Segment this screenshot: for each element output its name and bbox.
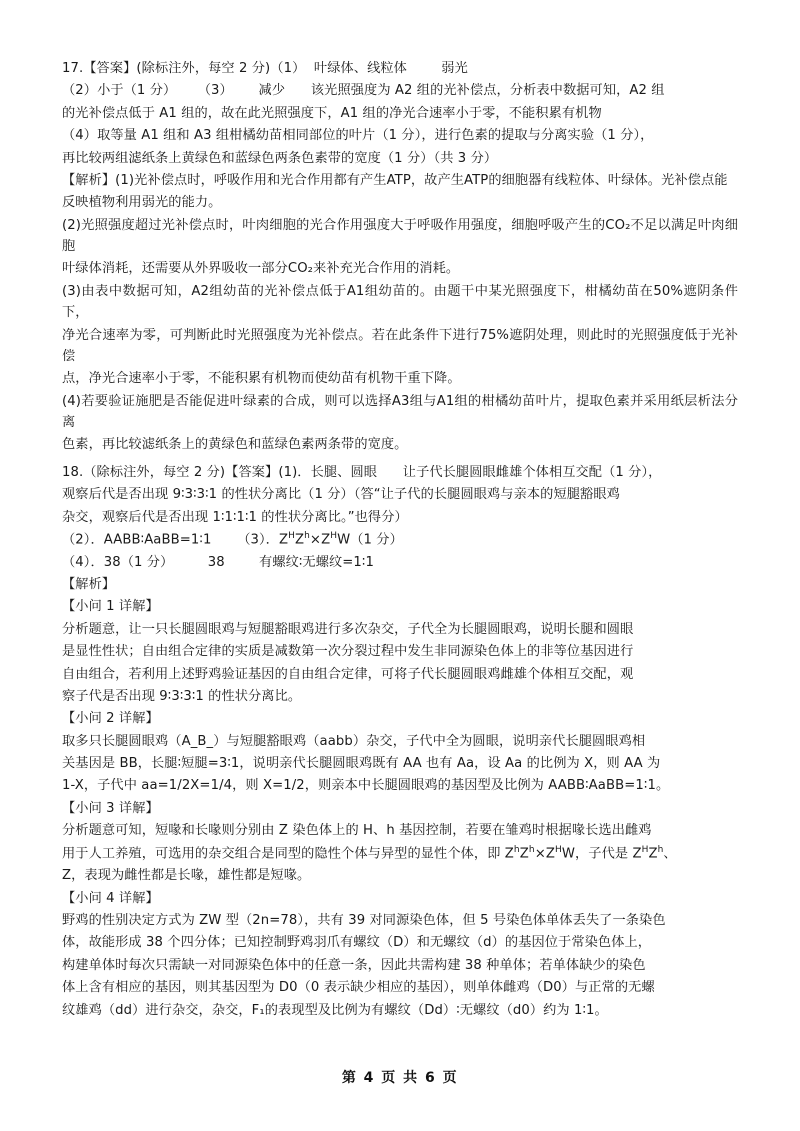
q18-sub2-line-1: 取多只长腿圆眼鸡（A_B_）与短腿豁眼鸡（aabb）杂交，子代中全为圆眼，说明亲代长腿圆眼鸡相 [62,733,646,749]
q18-answer-line-4 [62,529,738,551]
q18-sub4-title: 【小问 4 详解】 [62,890,159,906]
q18-answer-line-2: 观察后代是否出现 9∶3∶3∶1 的性状分离比（1 分）（答“让子代的长腿圆眼鸡与亲本的短腿豁眼鸡 [62,487,620,503]
q18-sub1-line-1: 分析题意，让一只长腿圆眼鸡与短腿豁眼鸡进行多次杂交，子代全为长腿圆眼鸡，说明长腿和圆眼 [62,621,634,637]
q18-sub3-sup-5: h [657,844,664,855]
q18-sub3-mid-3: W，子代是 Z [561,845,642,861]
q17-analysis-line-9: 色素，再比较滤纸条上的黄绿色和蓝绿色素两条带的宽度。 [62,437,408,453]
document-body [62,58,738,1021]
q18-sub3-sup-2: h [528,844,535,855]
q18-sub3-suffix: 、 [663,845,677,861]
q18-sub3-title: 【小问 3 详解】 [62,800,159,816]
question-17-analysis [62,170,738,456]
q18-sub1-title: 【小问 1 详解】 [62,599,159,615]
q18-sub4-line-2: 体，故能形成 38 个四分体；已知控制野鸡羽爪有螺纹（D）和无螺纹（d）的基因位于常染色体上， [62,935,652,951]
page-footer: 第 4 页 共 6 页 [341,1070,459,1086]
q18-mid-1: Z [294,532,305,548]
q18-sub3-mid-2: ×Z [534,845,555,861]
q18-sub3-sup-4: H [641,844,649,855]
q17-analysis-line-1: 【解析】(1)光补偿点时，呼吸作用和光合作用都有产生ATP，故产生ATP的细胞器有线粒体、叶绿体。光补偿点能 [62,172,728,188]
q17-answer-line-3: 的光补偿点低于 A1 组的，故在此光照强度下，A1 组的净光合速率小于零，不能积累有机物 [62,105,602,121]
q18-answer-line4-prefix: （2）．AABB∶AaBB=1∶1 （3）．Z [62,532,289,548]
q17-answer-line-4: （4）取等量 A1 组和 A3 组柑橘幼苗相同部位的叶片（1 分），进行色素的提取与分离实验（1 分）， [62,128,654,144]
q17-analysis-line-6: 净光合速率为零，可判断此时光照强度为光补偿点。若在此条件下进行75%遮阴处理，则此时的光照强度低于光补偿 [62,327,738,364]
q18-sub2-title: 【小问 2 详解】 [62,711,159,727]
q17-analysis-line-5: (3)由表中数据可知，A2组幼苗的光补偿点低于A1组幼苗的。由题干中某光照强度下，柑橘幼苗在50%遮阴条件下， [62,283,738,321]
q18-answer-line-1: 18.（除标注外，每空 2 分)【答案】(1)．长腿、圆眼 让子代长腿圆眼雌雄个体相互交配（1 分）， [62,464,662,480]
q18-sub3-line-2 [62,843,738,865]
q18-sup-h2: h [304,530,310,541]
q18-sup-h1: H [288,530,295,541]
q18-sub3-prefix: 用于人工养殖，可选用的杂交组合是同型的隐性个体与异型的显性个体，即 Z [62,845,514,861]
q18-sub3-sup-1: h [513,844,520,855]
q17-analysis-line-3: (2)光照强度超过光补偿点时，叶肉细胞的光合作用强度大于呼吸作用强度，细胞呼吸产生的CO₂不足以满足叶肉细胞 [62,217,738,254]
q18-mid-2: ×Z [309,532,331,548]
q18-sub3-mid-1: Z [519,845,529,861]
q18-sub1-line-4: 察子代是否出现 9∶3∶3∶1 的性状分离比。 [62,688,302,704]
q18-sub1-line-2: 是显性性状；自由组合定律的实质是减数第一次分裂过程中发生非同源染色体上的非等位基因进行 [62,644,634,660]
q18-answer-line4-suffix: W（1 分） [337,532,403,548]
question-17-answer [62,58,738,169]
question-18-analysis [62,574,738,1021]
q17-analysis-line-7: 点，净光合速率小于零，不能积累有机物而使幼苗有机物干重下降。 [62,371,461,387]
q17-analysis-line-8: (4)若要验证施肥是否能促进叶绿素的合成，则可以选择A3组与A1组的柑橘幼苗叶片，提取色素并采用纸层析法分离 [62,393,738,430]
q18-sub3-mid-4: Z [648,845,658,861]
q18-sub4-line-4: 体上含有相应的基因，则其基因型为 D0（0 表示缺少相应的基因），则单体雌鸡（D0）与正常的无螺 [62,980,655,996]
q17-analysis-line-4: 叶绿体消耗，还需要从外界吸收一部分CO₂来补充光合作用的消耗。 [62,261,460,277]
q18-sub2-line-3: 1-X，子代中 aa=1/2X=1/4，则 X=1/2，则亲本中长腿圆眼鸡的基因型及比例为 AABB∶AaBB=1∶1。 [62,778,670,794]
q17-answer-line-1: 17.【答案】(除标注外，每空 2 分)（1） 叶绿体、线粒体 弱光 [62,61,468,76]
q18-sub1-line-3: 自由组合，若利用上述野鸡验证基因的自由组合定律，可将子代长腿圆眼鸡雌雄个体相互交配，观 [62,666,634,682]
q18-sub4-line-5: 纹雄鸡（dd）进行杂交，杂交，F₁的表现型及比例为有螺纹（Dd）∶无螺纹（d0）约为 1∶1。 [62,1002,608,1018]
q18-sub2-line-2: 关基因是 BB，长腿∶短腿=3∶1，说明亲代长腿圆眼鸡既有 AA 也有 Aa，设 Aa 的比例为 X，则 AA 为 [62,756,661,772]
q18-sup-h3: H [330,530,338,541]
q18-answer-line-5: （4）．38（1 分） 38 有螺纹∶无螺纹=1∶1 [62,554,374,570]
q18-sub3-sup-3: H [554,844,562,855]
q18-sub3-line-3: Z，表现为雌性都是长喙，雄性都是短喙。 [62,868,311,884]
q17-answer-line-5: 再比较两组滤纸条上黄绿色和蓝绿色两条色素带的宽度（1 分）（共 3 分） [62,150,498,166]
q18-sub4-line-3: 构建单体时每次只需缺一对同源染色体中的任意一条，因此共需构建 38 种单体；若单体缺少的染色 [62,957,646,973]
q17-answer-line-2: （2）小于（1 分） （3） 减少 该光照强度为 A2 组的光补偿点，分析表中数据可知，A2 组 [62,83,665,99]
q18-sub4-line-1: 野鸡的性别决定方式为 ZW 型（2n=78），共有 39 对同源染色体，但 5 号染色体单体丢失了一条染色 [62,913,666,929]
q18-analysis-label: 【解析】 [62,577,116,593]
q18-sub3-line-1: 分析题意可知，短喙和长喙则分别由 Z 染色体上的 H、h 基因控制，若要在雏鸡时根据喙长选出雌鸡 [62,823,652,839]
q18-answer-line-3: 杂交，观察后代是否出现 1∶1∶1∶1 的性状分离比。”也得分） [62,509,408,525]
question-18-answer [62,462,738,573]
q17-analysis-line-2: 反映植物利用弱光的能力。 [62,195,222,211]
